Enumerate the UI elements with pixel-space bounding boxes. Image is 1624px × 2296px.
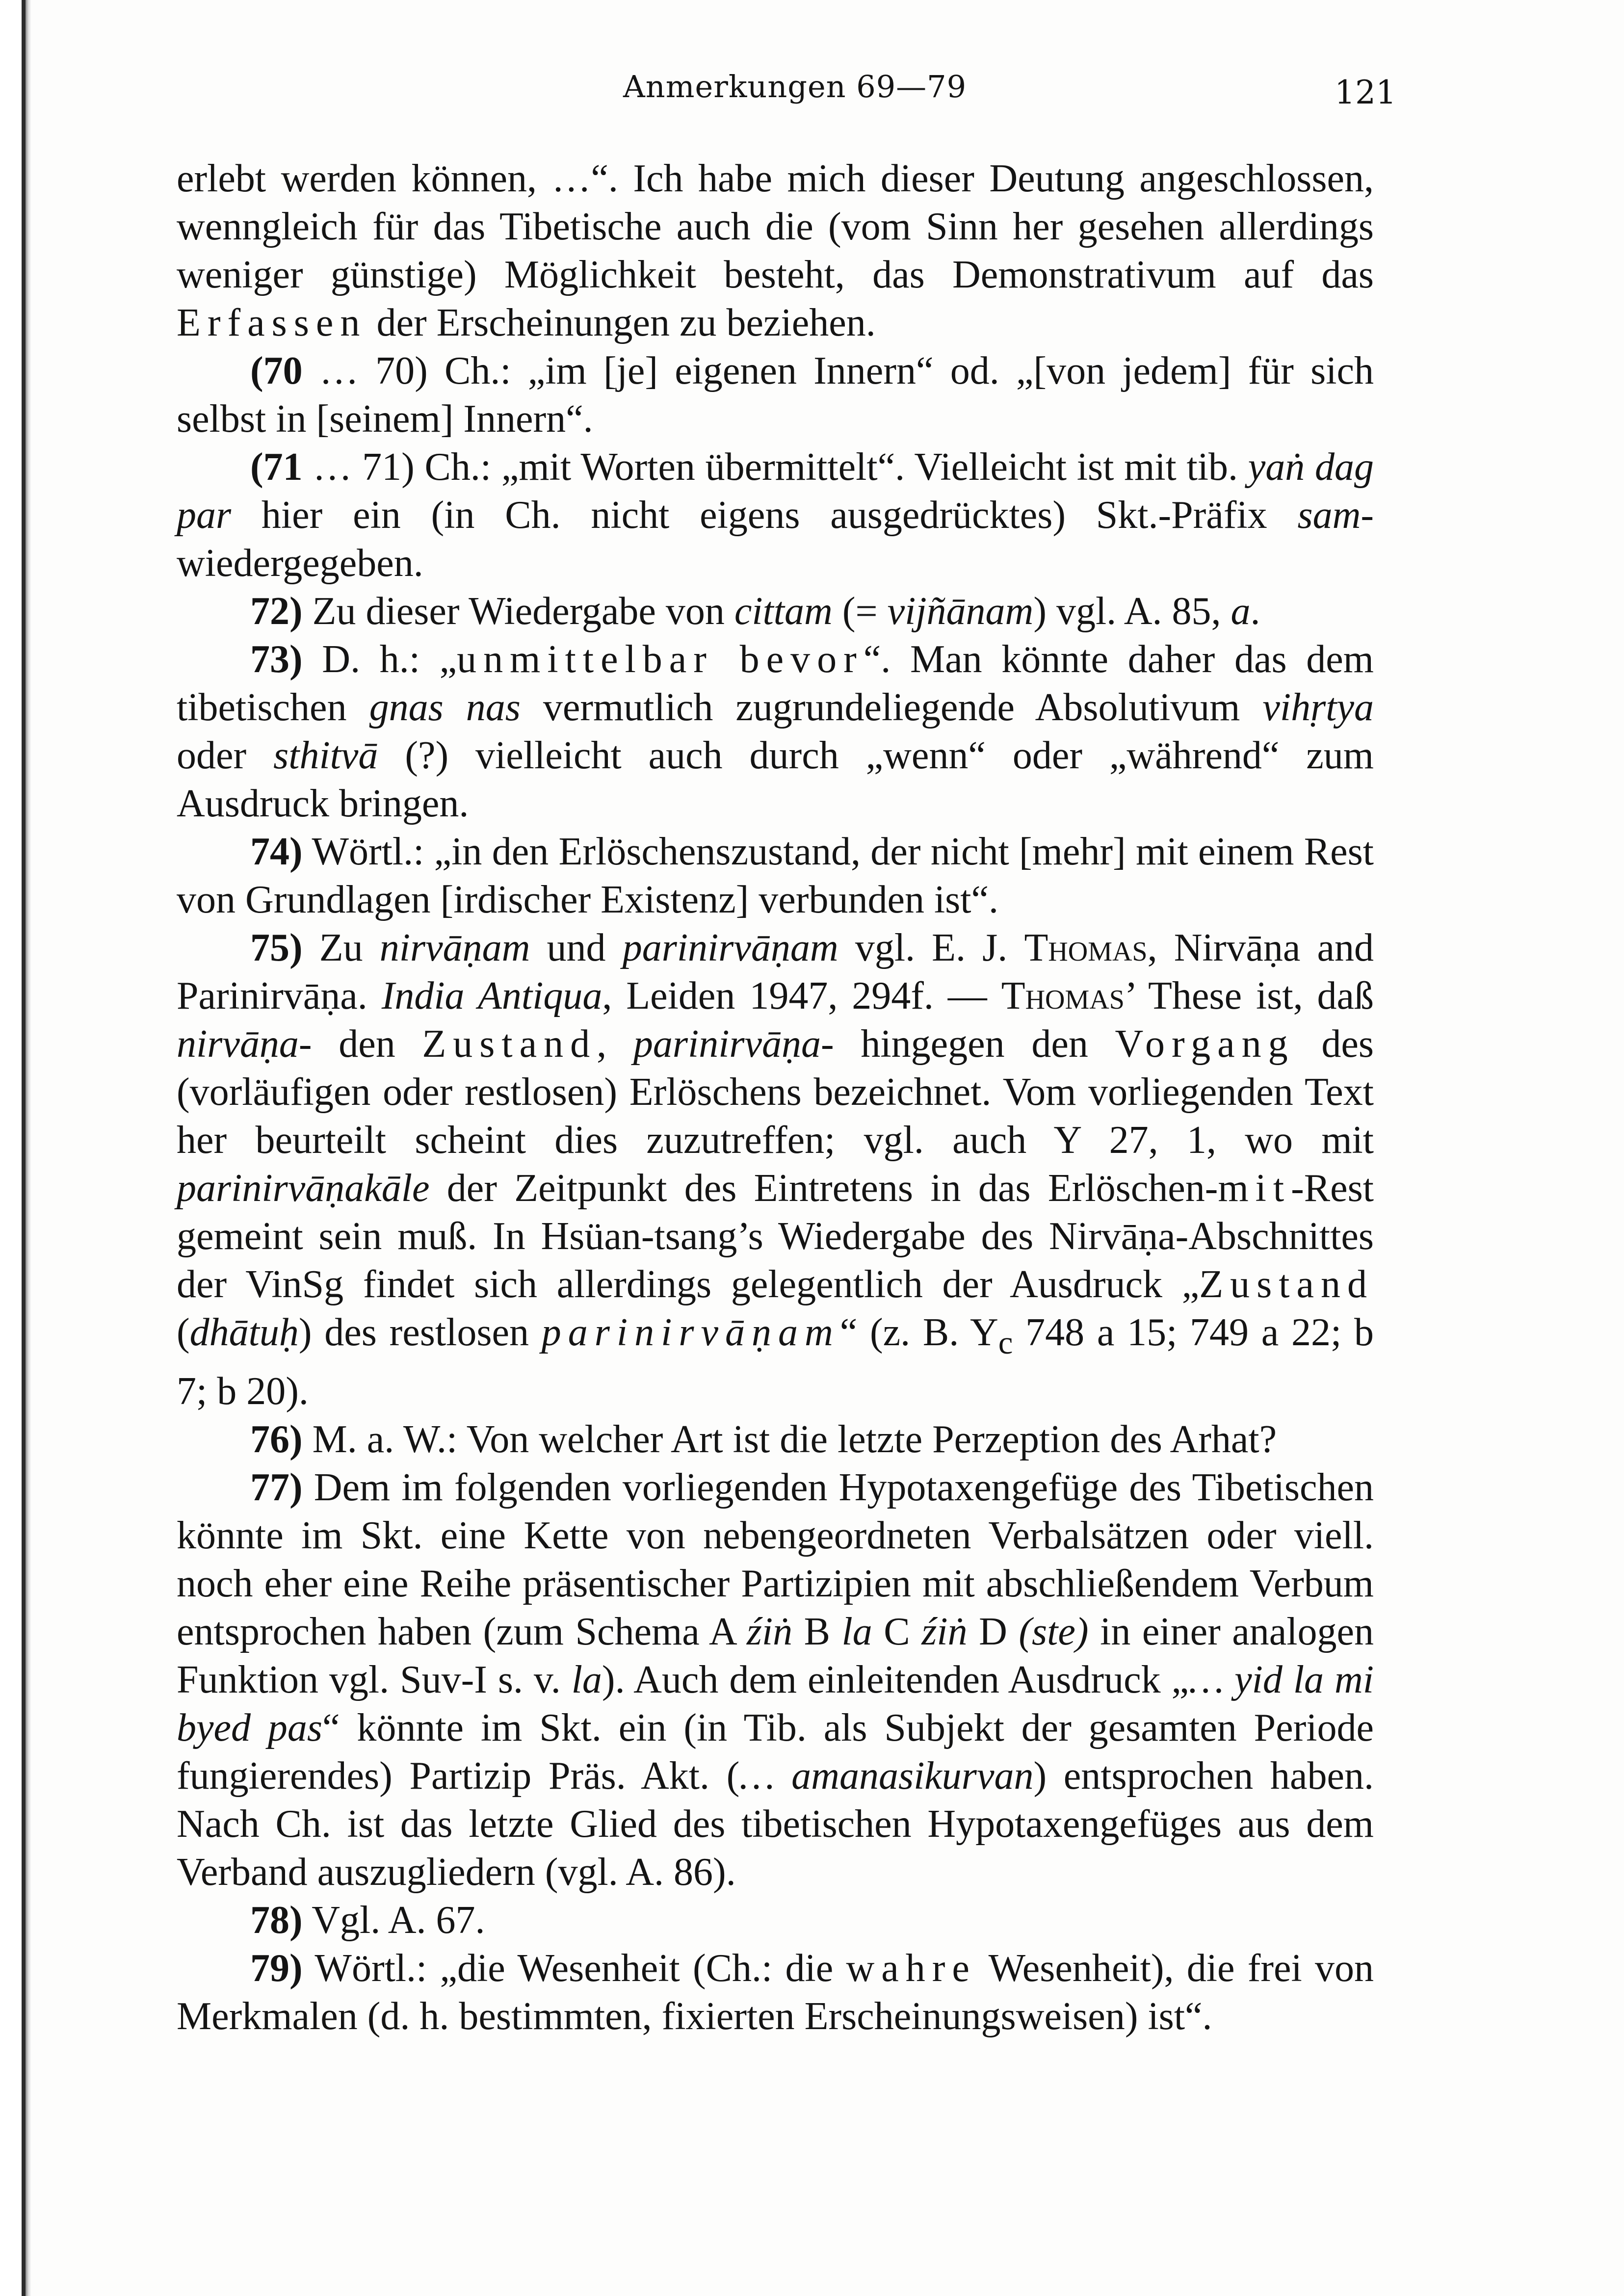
page-number: 121 xyxy=(1335,74,1396,111)
note-number: 76) xyxy=(250,1418,303,1461)
note-74: 74) Wörtl.: „in den Erlöschenszustand, der nicht [mehr] mit einem Rest von Grundlagen [irdischer Existenz] verbunden ist“. xyxy=(177,830,1374,921)
note-70: (70 … 70) Ch.: „im [je] eigenen Innern“ od. „[von jedem] für sich selbst in [seinem] Innern“. xyxy=(177,349,1374,441)
note-number: (71 xyxy=(250,445,303,489)
note-number: 73) xyxy=(250,638,303,681)
note-number: 75) xyxy=(250,926,303,969)
note-number: 78) xyxy=(250,1899,303,1942)
note-71: (71 … 71) Ch.: „mit Worten übermittelt“. Vielleicht ist mit tib. yaṅ dag par hier ein (in Ch. nicht eigens ausgedrücktes) Skt.-Präfix sam- wiedergegeben. xyxy=(177,445,1374,585)
note-number: 79) xyxy=(250,1947,303,1990)
notes-body xyxy=(177,155,1374,2040)
note-77: 77) Dem im folgenden vorliegenden Hypotaxengefüge des Tibetischen könnte im Skt. eine Kette von nebengeordneten Verbalsätzen oder viell. noch eher eine Reihe präsentischer Partizipien mit abschließendem Verbum entsprochen haben (zum Schema A źiṅ B la C źiṅ D (ste) in einer analogen Funktion vgl. Suv-I s. v. la). Auch dem einleitenden Ausdruck „… yid la mi byed pas“ könnte im Skt. ein (in Tib. als Subjekt der gesamten Periode fungierendes) Partizip Präs. Akt. (… amanasikurvan) entsprochen haben. Nach Ch. ist das letzte Glied des tibetischen Hypotaxengefüges aus dem Verband auszugliedern (vgl. A. 86). xyxy=(177,1466,1374,1894)
note-69-continuation: erlebt werden können, …“. Ich habe mich dieser Deutung angeschlossen, wenngleich für das Tibetische auch die (vom Sinn her gesehen allerdings weniger günstige) Möglichkeit besteht, das Demonstrativum auf das Erfassen der Erscheinungen zu beziehen. xyxy=(177,157,1374,344)
note-75: 75) Zu nirvāṇam und parinirvāṇam vgl. E. J. Thomas, Nirvāṇa and Parinirvāṇa. India Antiqua, Leiden 1947, 294f. — Thomas’ These ist, daß nirvāṇa- den Zustand, parinirvāṇa- hingegen den Vorgang des (vorläufigen oder restlosen) Erlöschens bezeichnet. Vom vorliegenden Text her beurteilt scheint dies zuzutreffen; vgl. auch Y 27, 1, wo mit parinirvāṇakāle der Zeitpunkt des Eintretens in das Erlöschen-mit-Rest gemeint sein muß. In Hsüan-tsang’s Wiedergabe des Nirvāṇa-Abschnittes der VinSg findet sich allerdings gelegentlich der Ausdruck „Zustand (dhātuḥ) des restlosen parinirvāṇam“ (z. B. $Y_c$ 748 a 15; 749 a 22; b 7; b 20). xyxy=(177,926,1374,1413)
note-79: 79) Wörtl.: „die Wesenheit (Ch.: die wahre Wesenheit), die frei von Merkmalen (d. h. bestimmten, fixierten Erscheinungsweisen) ist“. xyxy=(177,1947,1374,2038)
note-number: 77) xyxy=(250,1466,303,1509)
note-78: 78) Vgl. A. 67. xyxy=(250,1899,485,1942)
binding-edge xyxy=(0,0,31,2296)
note-76: 76) M. a. W.: Von welcher Art ist die letzte Perzeption des Arhat? xyxy=(250,1418,1277,1461)
running-head: Anmerkungen 69—79 xyxy=(623,69,967,104)
note-73: 73) D. h.: „unmittelbar bevor“. Man könnte daher das dem tibetischen gnas nas vermutlich zugrundeliegende Absolutivum vihṛtya oder sthitvā (?) vielleicht auch durch „wenn“ oder „während“ zum Ausdruck bringen. xyxy=(177,638,1374,825)
note-number: 74) xyxy=(250,830,303,873)
note-number: 72) xyxy=(250,590,303,633)
note-number: (70 xyxy=(250,349,303,392)
note-72: 72) Zu dieser Wiedergabe von cittam (= vijñānam) vgl. A. 85, a. xyxy=(250,590,1260,633)
